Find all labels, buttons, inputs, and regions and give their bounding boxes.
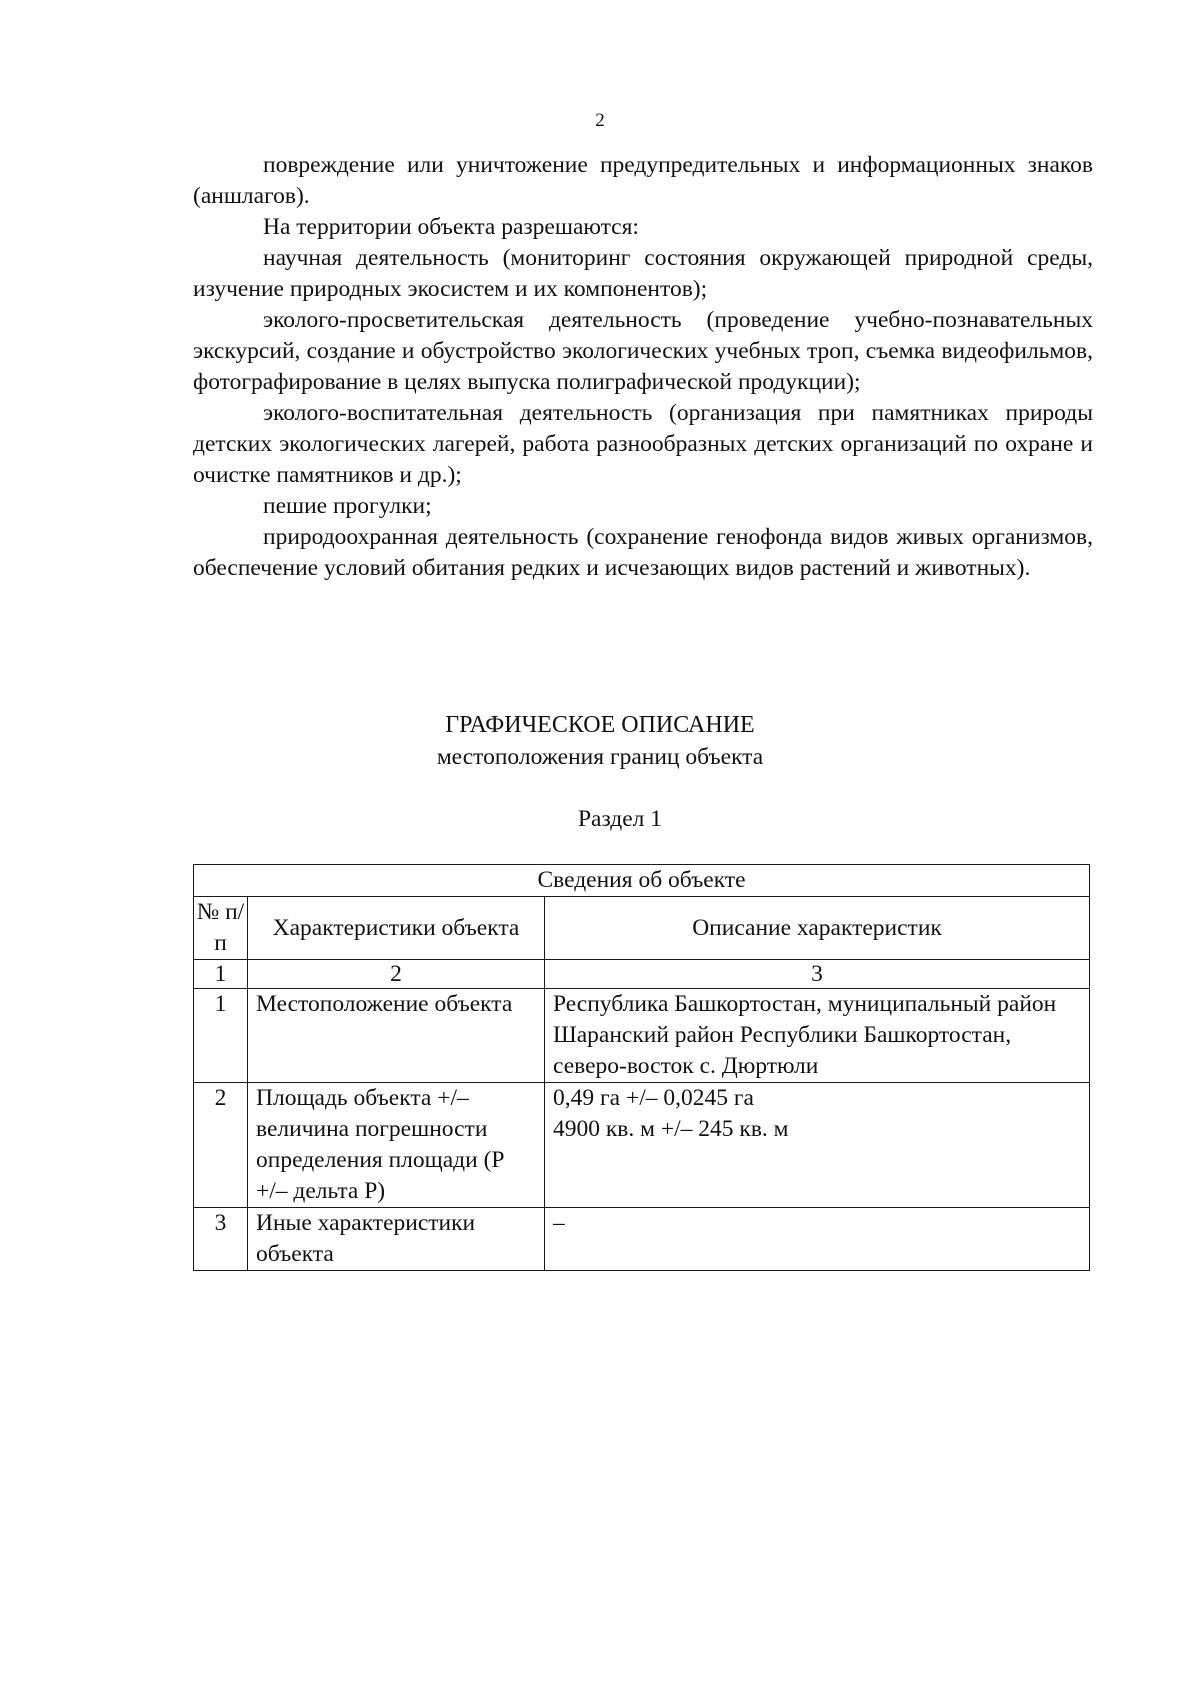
row-characteristic: Местоположение объекта [248,989,545,1083]
row-description: – [545,1208,1090,1271]
header-number: № п/п [194,897,248,960]
row-number: 2 [194,1083,248,1208]
object-info-table [193,864,1090,1271]
column-number: 1 [194,960,248,989]
table-header-row [194,897,1090,960]
row-description-line: 4900 кв. м +/– 245 кв. м [553,1116,789,1142]
row-description [545,1083,1090,1208]
paragraph: пешие прогулки; [263,493,432,519]
header-description: Описание характеристик [545,897,1090,960]
column-number: 2 [248,960,545,989]
paragraph: На территории объекта разрешаются: [263,214,639,240]
row-description-line: 0,49 га +/– 0,0245 га [553,1085,754,1111]
table-row [194,1083,1090,1208]
paragraph: научная деятельность (мониторинг состояния окружающей природной среды, изучение природных экосистем и их компонентов); [193,245,1093,302]
row-number: 1 [194,989,248,1083]
row-number: 3 [194,1208,248,1271]
table-caption: Сведения об объекте [194,865,1090,897]
row-characteristic: Площадь объекта +/– величина погрешности определения площади (Р +/– дельта Р) [248,1083,545,1208]
section-heading: Раздел 1 [577,806,663,832]
header-characteristic: Характеристики объекта [248,897,545,960]
row-description: Республика Башкортостан, муниципальный район Шаранский район Республики Башкортостан, северо-восток с. Дюртюли [545,989,1090,1083]
section-title: ГРАФИЧЕСКОЕ ОПИСАНИЕ [445,712,755,738]
paragraph: эколого-просветительская деятельность (проведение учебно-познавательных экскурсий, создание и обустройство экологических учебных троп, съемка видеофильмов, фотографирование в целях выпуска полиграфической продукции); [193,307,1093,395]
section-subtitle: местоположения границ объекта [436,744,764,770]
paragraph: эколого-воспитательная деятельность (организация при памятниках природы детских экологических лагерей, работа разнообразных детских организаций по охране и очистке памятников и др.); [193,400,1093,488]
paragraph: повреждение или уничтожение предупредительных и информационных знаков (аншлагов). [193,152,1093,209]
paragraph: природоохранная деятельность (сохранение генофонда видов живых организмов, обеспечение условий обитания редких и исчезающих видов растений и животных). [193,524,1093,581]
page-number: 2 [595,110,605,131]
column-number: 3 [545,960,1090,989]
row-characteristic: Иные характеристики объекта [248,1208,545,1271]
table-row [194,989,1090,1083]
table-caption-row [194,865,1090,897]
body-text [193,150,1093,584]
table-row [194,1208,1090,1271]
column-number-row [194,960,1090,989]
